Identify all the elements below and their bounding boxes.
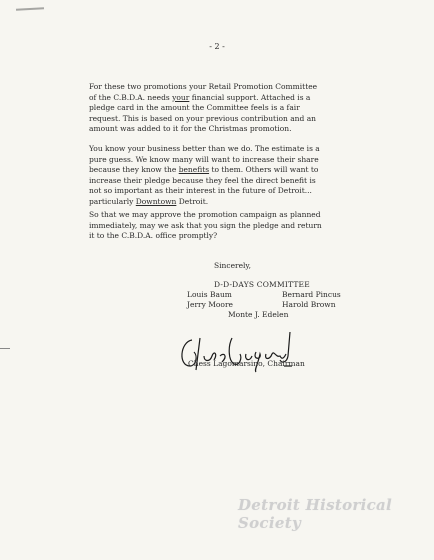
text-line: not so important as their interest in the future of Detroit...	[89, 186, 312, 195]
text-line: because they know the benefits to them. Others will want to	[89, 165, 319, 174]
text-line: You know your business better than we do. The estimate is a	[89, 144, 320, 153]
closing-salutation: Sincerely,	[214, 261, 252, 270]
underlined-word: your	[172, 92, 190, 102]
paragraph-pledge-estimate	[89, 144, 369, 207]
page-number: - 2 -	[209, 42, 225, 51]
text-line: increase their pledge because they feel the direct benefit is	[89, 175, 316, 185]
handwritten-signature	[170, 326, 300, 376]
scan-edge-mark	[0, 348, 10, 349]
committee-name: D-D-DAYS COMMITTEE	[214, 280, 310, 289]
committee-member: Monte J. Edelen	[228, 310, 289, 319]
text-line: particularly Downtown Detroit.	[89, 196, 209, 206]
text-line: it to the C.B.D.A. office promptly?	[89, 231, 218, 240]
underlined-word: benefits	[178, 165, 210, 174]
text-line: request. This is based on your previous contribution and an	[89, 113, 316, 123]
paragraph-return-request	[89, 210, 369, 242]
text-line: For these two promotions your Retail Promotion Committee	[89, 82, 318, 91]
watermark: Detroit Historical Society	[238, 496, 393, 532]
committee-member: Jerry Moore	[187, 300, 233, 309]
text-line: of the C.B.D.A. needs your financial support. Attached is a	[89, 92, 311, 102]
text-line: So that we may approve the promotion campaign as planned	[89, 210, 321, 219]
text-line: immediately, may we ask that you sign the pledge and return	[89, 220, 322, 230]
text-line: amount was added to it for the Christmas promotion.	[89, 124, 292, 133]
text-line: pledge card in the amount the Committee feels is a fair	[89, 103, 300, 112]
paragraph-funding-request	[89, 82, 369, 135]
committee-member: Louis Baum	[187, 290, 232, 299]
committee-member: Bernard Pincus	[282, 290, 341, 299]
underlined-word: Downtown	[135, 196, 177, 206]
signer-name: Chess Lagomarsino, Chairman	[188, 359, 305, 368]
text-line: pure guess. We know many will want to increase their share	[89, 154, 319, 164]
committee-member: Harold Brown	[282, 300, 336, 309]
corner-pen-mark	[16, 7, 44, 10]
